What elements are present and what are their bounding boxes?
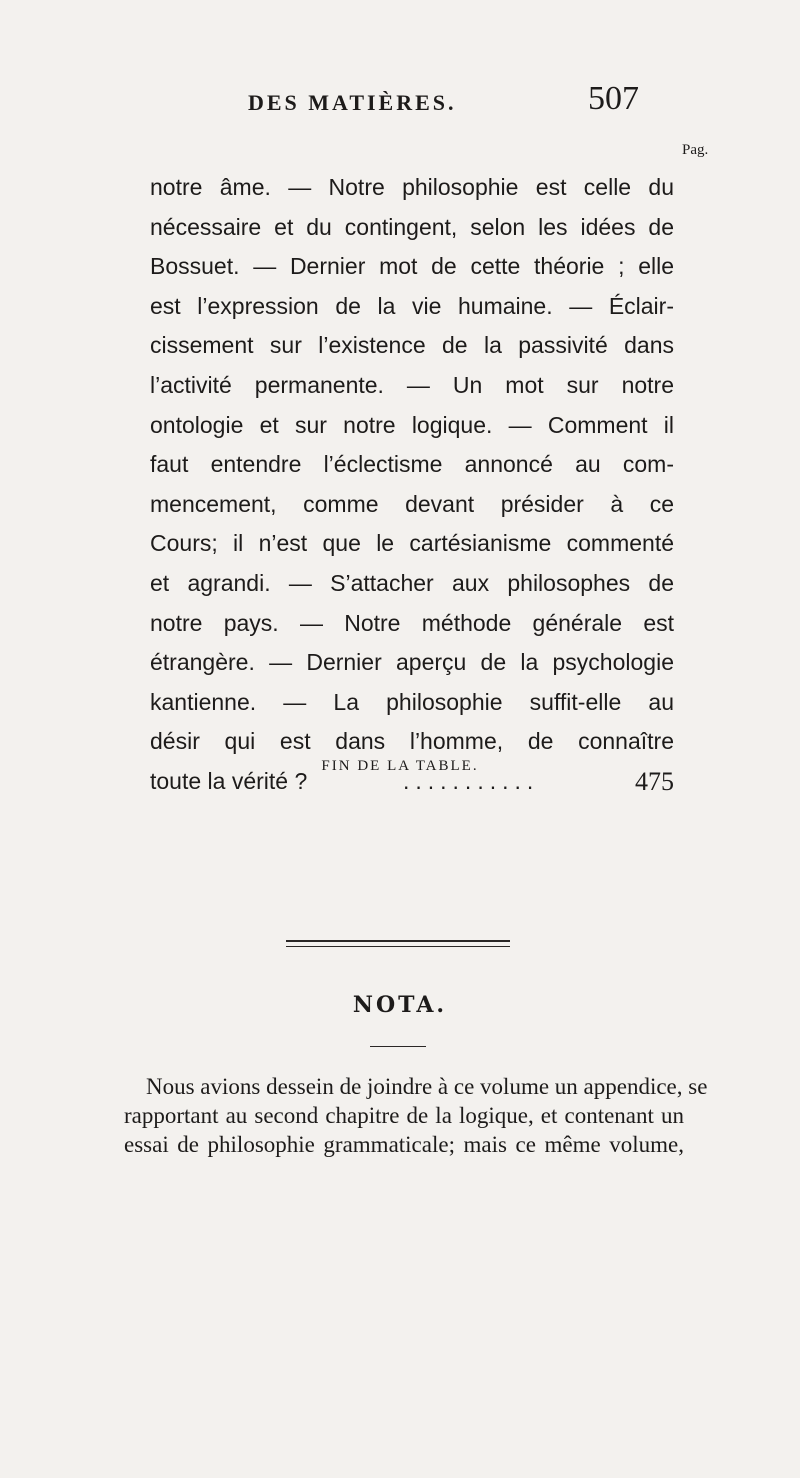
pag-column-label: Pag.	[682, 142, 709, 158]
toc-line: nécessaire et du contingent, selon les idées de	[150, 213, 674, 240]
table-of-contents-entry	[150, 168, 674, 802]
note-line: essai de philosophie grammaticale; mais ce même volume,	[124, 1132, 684, 1157]
toc-line: désir qui est dans l’homme, de connaître	[150, 728, 674, 755]
toc-last-line-text: toute la vérité ?	[150, 767, 308, 794]
toc-line: faut entendre l’éclectisme annoncé au com-	[150, 451, 674, 478]
running-head-title: DES MATIÈRES.	[248, 90, 457, 115]
toc-line: l’activité permanente. — Un mot sur notre	[150, 371, 674, 398]
toc-line: est l’expression de la vie humaine. — Éclair-	[150, 292, 674, 319]
entry-page-reference: 475	[635, 766, 674, 796]
end-of-table-label: FIN DE LA TABLE.	[321, 758, 479, 774]
toc-line: notre pays. — Notre méthode générale est	[150, 609, 674, 636]
running-head	[0, 80, 800, 124]
toc-line: ontologie et sur notre logique. — Comment il	[150, 411, 674, 438]
page-number: 507	[588, 80, 639, 117]
short-rule-divider	[370, 1046, 426, 1047]
note-heading: NOTA.	[352, 992, 448, 1018]
toc-line: Cours; il n’est que le cartésianisme commenté	[150, 530, 674, 557]
note-paragraph	[124, 1072, 708, 1159]
toc-line: notre âme. — Notre philosophie est celle du	[150, 174, 674, 200]
dot-leader: ...........	[402, 767, 540, 794]
toc-line: étrangère. — Dernier aperçu de la psychologie	[150, 649, 674, 676]
note-line: rapportant au second chapitre de la logique, et contenant un	[124, 1103, 684, 1128]
toc-line: kantienne. — La philosophie suffit-elle au	[150, 688, 674, 715]
toc-line: et agrandi. — S’attacher aux philosophes de	[150, 569, 674, 596]
toc-line: cissement sur l’existence de la passivité dans	[150, 332, 674, 359]
double-rule-divider	[286, 940, 510, 947]
note-line: Nous avions dessein de joindre à ce volume un appendice, se	[146, 1074, 708, 1099]
toc-line: mencement, comme devant présider à ce	[150, 490, 674, 517]
toc-line: Bossuet. — Dernier mot de cette théorie ; elle	[150, 253, 674, 280]
